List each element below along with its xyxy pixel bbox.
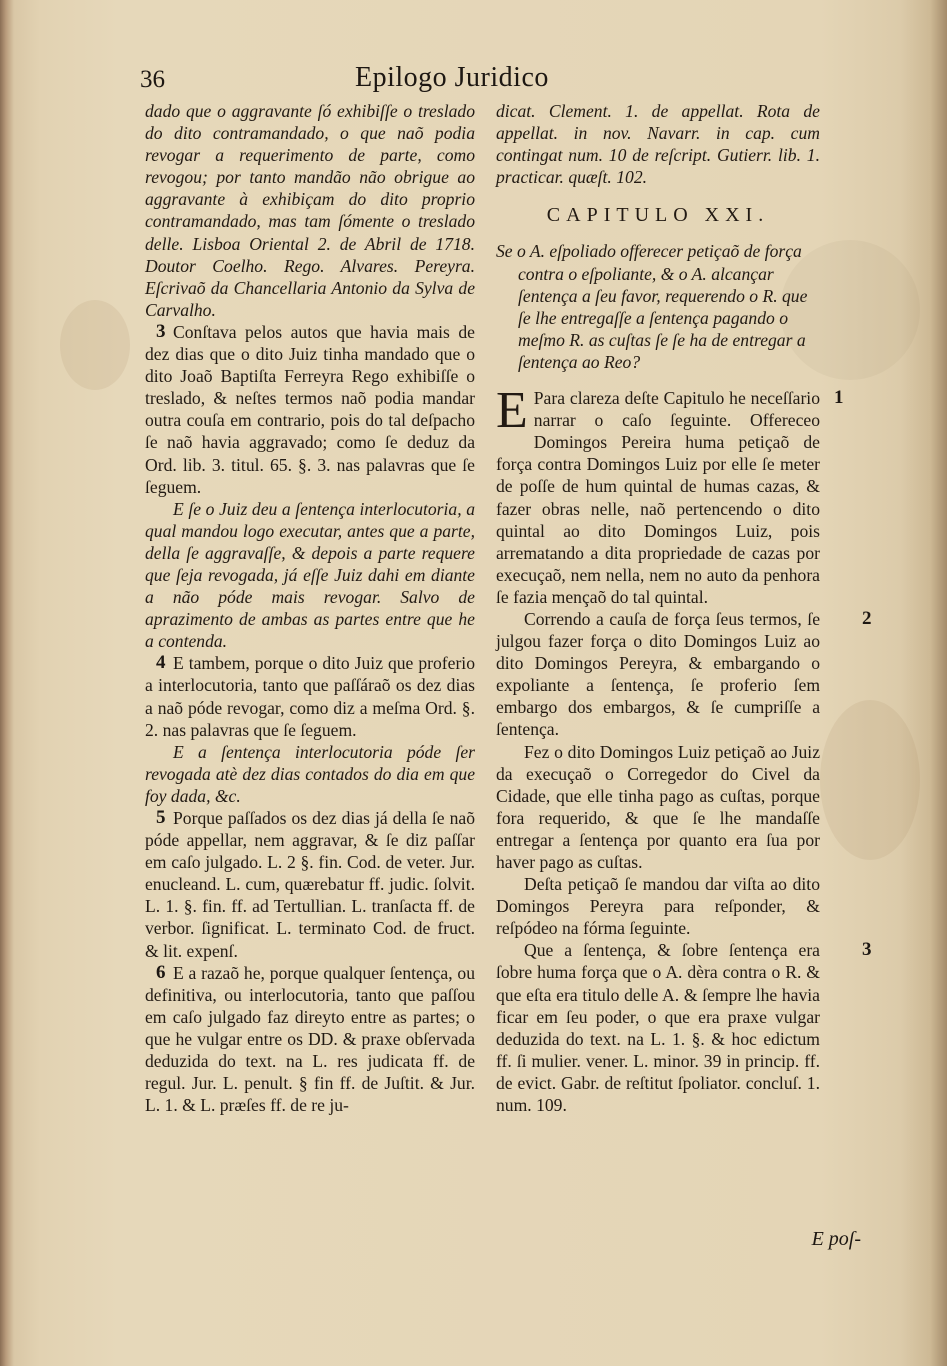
right-column — [496, 100, 872, 1116]
text-block: dado que o aggravante ſó exhibiſſe o treslado do dito contramandado, o que naõ podia revogar a requerimento de parte, como revogou; por tanto mandão não obrigue ao aggravante à exhibiçam do dito proprio contramandado, mas tam ſómente o treslado delle. Lisboa Oriental 2. de Abril de 1718. Doutor Coelho. Rego. Alvares. Pereyra. Eſcrivaõ da Chancellaria Antonio da Sylva de Carvalho. — [145, 101, 475, 320]
text-block: dicat. Clement. 1. de appellat. Rota de appellat. in nov. Navarr. in cap. cum contingat num. 10 de reſcript. Gutierr. lib. 1. practicar. quæſt. 102. — [496, 101, 820, 188]
page-number: 36 — [140, 66, 165, 93]
margin-number: 3 — [862, 939, 872, 961]
left-column — [145, 100, 475, 1116]
numbered-paragraph: 5 Porque paſſados os dez dias já della ſe naõ póde appellar, nem aggravar, & ſe diz paſſar em caſo julgado. L. 2 §. fin. Cod. de veter. Jur. enucleand. L. cum, quærebatur ff. judic. ſolvit. L. 1. §. fin. ff. ad Tertullian. L. tranſacta ff. de verbor. ſignificat. L. terminato Cod. de fruct. & lit. expenſ. — [145, 807, 475, 962]
margin-number: 1 — [834, 387, 844, 409]
margin-number: 4 — [156, 652, 166, 674]
page-header — [140, 62, 830, 102]
chapter-summary: Se o A. eſpoliado offerecer petiçaõ de força contra o eſpoliante, & o A. alcançar ſentença a ſeu favor, requerendo o R. que ſe lhe entregaſſe a ſentença pagando o meſmo R. as cuſtas ſe ſe ha de entregar a ſentença ao Reo? — [496, 241, 808, 372]
quotation: E a ſentença interlocutoria póde ſer revogada atè dez dias contados do dia em que foy dada, &c. — [145, 741, 475, 806]
drop-cap: E — [496, 382, 528, 440]
margin-number: 3 — [156, 320, 166, 342]
quotation: E ſe o Juiz deu a ſentença interlocutoria, a qual mandou logo executar, antes que a parte, della ſe aggravaſſe, & depois a parte requere que ſeja revogada, já eſſe Juiz dahi em diante a não póde mais revogar. Salvo de aprazimento de ambas as partes entre que he a contenda. — [145, 498, 475, 652]
numbered-paragraph: 6 E a razaõ he, porque qualquer ſentença, ou definitiva, ou interlocutoria, tanto que paſſou em caſo julgado faz direyto entre as partes; o que he vulgar entre os DD. & praxe obſervada deduzida do text. na L. res judicata ff. de regul. Jur. L. penult. § fin ff. de Juſtit. & Jur. L. 1. & L. præſes ff. de re ju- — [145, 962, 475, 1117]
margin-number: 5 — [156, 807, 166, 828]
catchword: E poſ- — [811, 1228, 861, 1250]
margin-number: 2 — [862, 607, 872, 629]
paper-stain — [60, 300, 130, 390]
paper-stain — [820, 700, 920, 860]
running-title: Epilogo Juridico — [355, 62, 549, 93]
numbered-paragraph: 3 Que a ſentença, & ſobre ſentença era ſobre huma força que o A. dèra contra o R. & que eſta era titulo delle A. & ſempre lhe havia ficar em ſeu poder, o que era praxe vulgar deduzida do text. na L. 1. §. & hoc edictum ff. ſi mulier. vener. L. minor. 39 in princip. ff. de evict. Gabr. de reſtitut ſpoliator. concluſ. 1. num. 109. — [496, 939, 872, 1116]
numbered-paragraph: 2 Correndo a cauſa de força ſeus termos, ſe julgou fazer força o dito Domingos Luiz ao dito Domingos Pereyra, & embargando o expoliante a ſentença, ſe proferio ſem embargo dos embargos, & ſe cumpriſſe a ſentença. — [496, 607, 872, 740]
paragraph: Fez o dito Domingos Luiz petiçaõ ao Juiz da execuçaõ o Corregedor do Civel da Cidade, que elle tinha pago as cuſtas, porque fora requerido, & que ſe lhe mandaſſe entregar a ſentença por quanto era ſua por haver pago as cuſtas. — [496, 741, 820, 872]
numbered-paragraph: 1 E Para clareza deſte Capitulo he neceſſario narrar o caſo ſeguinte. Offereceo Domingos Pereira huma petiçaõ de força contra Domingos Luiz por elle ſe meter de poſſe de hum quintal de humas cazas, & fazer obras nelle, naõ pertencendo o dito quintal ao dito Domingos Luiz, pois arrematando a dita propriedade de cazas por execuçaõ, nem nella, nem no auto da penhora ſe fazia mençaõ do tal quintal. — [496, 382, 844, 607]
numbered-paragraph: 4 E tambem, porque o dito Juiz que proferio a interlocutoria, tanto que paſſáraõ os dez dias a naõ póde revogar, como diz a meſma Ord. §. 2. nas palavras que ſe ſeguem. — [145, 652, 475, 740]
numbered-paragraph: 3 Conſtava pelos autos que havia mais de dez dias que o dito Juiz tinha mandado que o dito Joaõ Baptiſta Ferreyra Rego exhibiſſe o treslado, & neſtes termos naõ podia mandar outra couſa em contrario, pois do tal deſpacho ſe naõ havia aggravado; como ſe deduz da Ord. lib. 3. titul. 65. §. 3. nas palavras que ſe ſeguem. — [145, 321, 475, 498]
paragraph: Deſta petiçaõ ſe mandou dar viſta ao dito Domingos Pereyra para reſponder, & reſpódeo na fórma ſeguinte. — [496, 874, 820, 939]
margin-number: 6 — [156, 961, 166, 983]
chapter-heading: CAPITULO XXI. — [546, 204, 770, 227]
